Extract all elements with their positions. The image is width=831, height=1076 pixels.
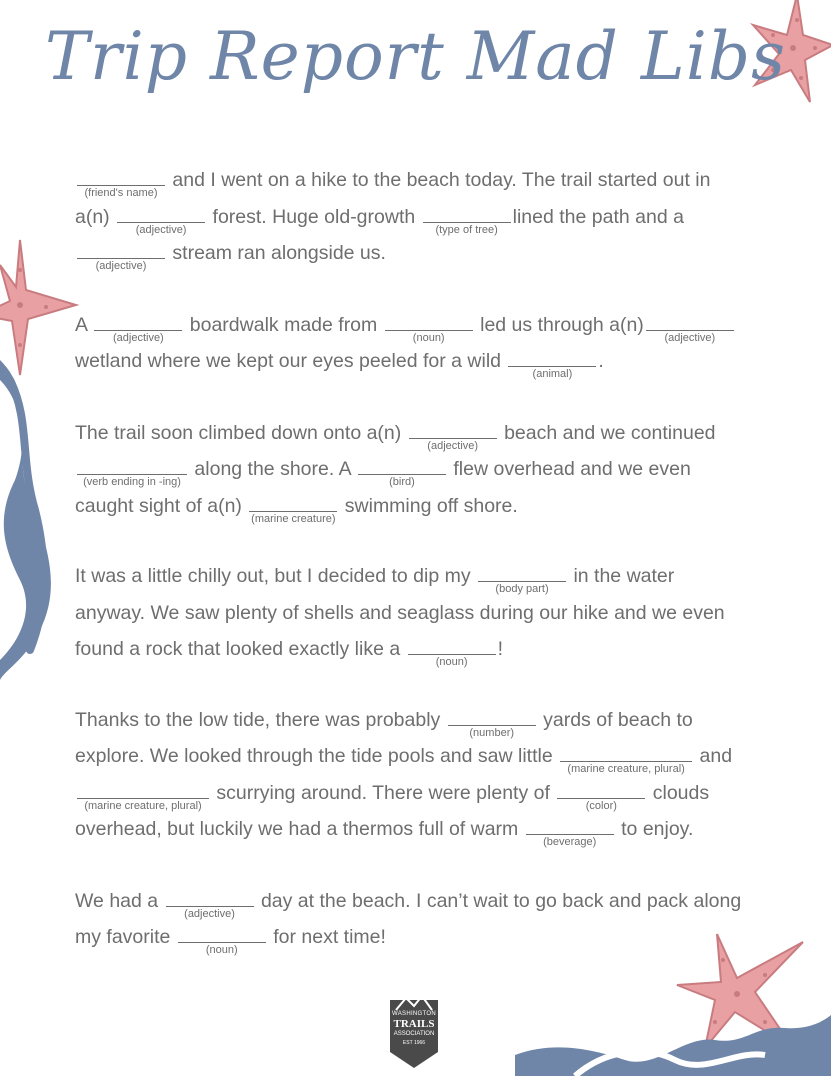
story-line bbox=[75, 418, 775, 455]
blank-hint: (noun) bbox=[435, 656, 468, 668]
blank-hint: (marine creature, plural) bbox=[84, 799, 202, 812]
page-title: Trip Report Mad Libs bbox=[45, 18, 786, 95]
story-line bbox=[75, 705, 775, 742]
blank-hint: (marine creature, plural) bbox=[567, 763, 685, 775]
story-text: my favorite bbox=[75, 926, 176, 948]
story-text: stream ran alongside us. bbox=[167, 242, 386, 264]
blank-hint: (adjective) bbox=[184, 907, 235, 920]
story-line bbox=[75, 922, 775, 959]
story-text: . bbox=[598, 350, 604, 372]
story-text: overhead, but luckily we had a thermos full of warm bbox=[75, 818, 524, 840]
story-text: ! bbox=[497, 638, 504, 660]
blank-hint: (adjective) bbox=[664, 331, 716, 344]
story-text: Thanks to the low tide, there was probably bbox=[75, 708, 446, 731]
blank-hint: (noun) bbox=[205, 944, 238, 956]
story-text: in the water bbox=[568, 565, 675, 587]
story-text: boardwalk made from bbox=[184, 313, 383, 336]
blank-hint: (verb ending in -ing) bbox=[83, 476, 181, 488]
starfish-icon bbox=[0, 235, 80, 380]
blank-hint: (bird) bbox=[389, 476, 415, 488]
story-line bbox=[75, 346, 775, 383]
blank-hint: (marine creature) bbox=[251, 512, 336, 525]
fill-in-blank[interactable] bbox=[409, 420, 497, 452]
story-line bbox=[75, 634, 775, 671]
story-line bbox=[75, 598, 775, 635]
fill-in-blank[interactable] bbox=[94, 312, 182, 344]
blank-hint: (adjective) bbox=[112, 331, 164, 344]
paragraph bbox=[75, 561, 775, 671]
fill-in-blank[interactable] bbox=[408, 636, 496, 668]
story-text: wetland where we kept our eyes peeled for a wild bbox=[75, 350, 507, 372]
blank-hint: (adjective) bbox=[427, 439, 479, 452]
fill-in-blank[interactable] bbox=[448, 707, 536, 739]
fill-in-blank[interactable] bbox=[117, 204, 205, 236]
mad-libs-story bbox=[75, 165, 775, 959]
paragraph bbox=[75, 705, 775, 851]
story-text: and bbox=[694, 745, 733, 767]
story-text: swimming off shore. bbox=[339, 494, 518, 517]
story-line bbox=[75, 814, 775, 851]
fill-in-blank[interactable] bbox=[508, 348, 596, 380]
story-text: The trail soon climbed down onto a(n) bbox=[75, 421, 407, 444]
fill-in-blank[interactable] bbox=[166, 888, 254, 920]
fill-in-blank[interactable] bbox=[249, 493, 337, 525]
story-line bbox=[75, 238, 775, 275]
blank-hint: (friend's name) bbox=[84, 187, 158, 199]
story-text: for next time! bbox=[267, 926, 386, 948]
story-text: flew overhead and we even bbox=[447, 458, 691, 480]
wave-decoration bbox=[0, 360, 70, 680]
blank-hint: (number) bbox=[469, 726, 515, 739]
blank-hint: (type of tree) bbox=[435, 223, 498, 236]
story-line bbox=[75, 778, 775, 815]
blank-hint: (color) bbox=[585, 799, 617, 812]
wave-decoration bbox=[515, 1010, 831, 1076]
story-text: led us through a(n) bbox=[474, 313, 644, 336]
story-text: lined the path and a bbox=[512, 205, 684, 228]
blank-hint: (beverage) bbox=[543, 836, 597, 848]
story-text: yards of beach to bbox=[537, 708, 693, 731]
paragraph bbox=[75, 886, 775, 959]
blank-hint: (animal) bbox=[532, 368, 573, 380]
logo-line3: ASSOCIATION bbox=[393, 1031, 435, 1037]
story-text: forest. Huge old-growth bbox=[207, 205, 421, 228]
blank-hint: (adjective) bbox=[95, 260, 147, 272]
blank-hint: (body part) bbox=[495, 583, 549, 595]
story-line bbox=[75, 165, 775, 202]
fill-in-blank[interactable] bbox=[646, 312, 734, 344]
fill-in-blank[interactable] bbox=[478, 563, 566, 595]
fill-in-blank[interactable] bbox=[77, 167, 165, 199]
fill-in-blank[interactable] bbox=[423, 204, 511, 236]
story-text: scurrying around. There were plenty of bbox=[211, 781, 556, 804]
fill-in-blank[interactable] bbox=[385, 312, 473, 344]
story-text: beach and we continued bbox=[498, 421, 716, 444]
story-line bbox=[75, 202, 775, 239]
fill-in-blank[interactable] bbox=[557, 780, 645, 812]
story-text: found a rock that looked exactly like a bbox=[75, 638, 406, 660]
story-line bbox=[75, 886, 775, 923]
story-line bbox=[75, 454, 775, 491]
story-text: and I went on a hike to the beach today. The trail started out in bbox=[167, 169, 711, 191]
story-text: It was a little chilly out, but I decided to dip my bbox=[75, 565, 477, 587]
story-text: a(n) bbox=[75, 205, 116, 228]
wta-logo-icon bbox=[386, 990, 442, 1070]
fill-in-blank[interactable] bbox=[358, 456, 446, 488]
fill-in-blank[interactable] bbox=[77, 780, 209, 812]
fill-in-blank[interactable] bbox=[77, 456, 187, 488]
story-text: day at the beach. I can’t wait to go back and pack along bbox=[255, 889, 742, 912]
story-text: clouds bbox=[647, 781, 710, 804]
fill-in-blank[interactable] bbox=[77, 240, 165, 272]
paragraph bbox=[75, 418, 775, 528]
paragraph bbox=[75, 165, 775, 275]
fill-in-blank[interactable] bbox=[178, 924, 266, 956]
story-line bbox=[75, 561, 775, 598]
logo-line2: TRAILS bbox=[393, 1018, 435, 1030]
blank-hint: (adjective) bbox=[135, 223, 187, 236]
fill-in-blank[interactable] bbox=[560, 743, 692, 775]
story-text: to enjoy. bbox=[615, 818, 694, 840]
story-line bbox=[75, 741, 775, 778]
story-text: A bbox=[75, 313, 93, 336]
logo-line1: WASHINGTON bbox=[391, 1011, 436, 1017]
logo-line4: EST 1966 bbox=[402, 1040, 426, 1046]
story-text: anyway. We saw plenty of shells and seaglass during our hike and we even bbox=[75, 601, 725, 624]
paragraph bbox=[75, 310, 775, 383]
story-line bbox=[75, 491, 775, 528]
story-line bbox=[75, 310, 775, 347]
story-text: caught sight of a(n) bbox=[75, 494, 248, 517]
story-text: We had a bbox=[75, 889, 164, 912]
story-text: explore. We looked through the tide pools and saw little bbox=[75, 745, 559, 767]
fill-in-blank[interactable] bbox=[526, 816, 614, 848]
story-text: along the shore. A bbox=[189, 458, 356, 480]
wta-logo bbox=[386, 990, 442, 1070]
blank-hint: (noun) bbox=[412, 331, 445, 344]
